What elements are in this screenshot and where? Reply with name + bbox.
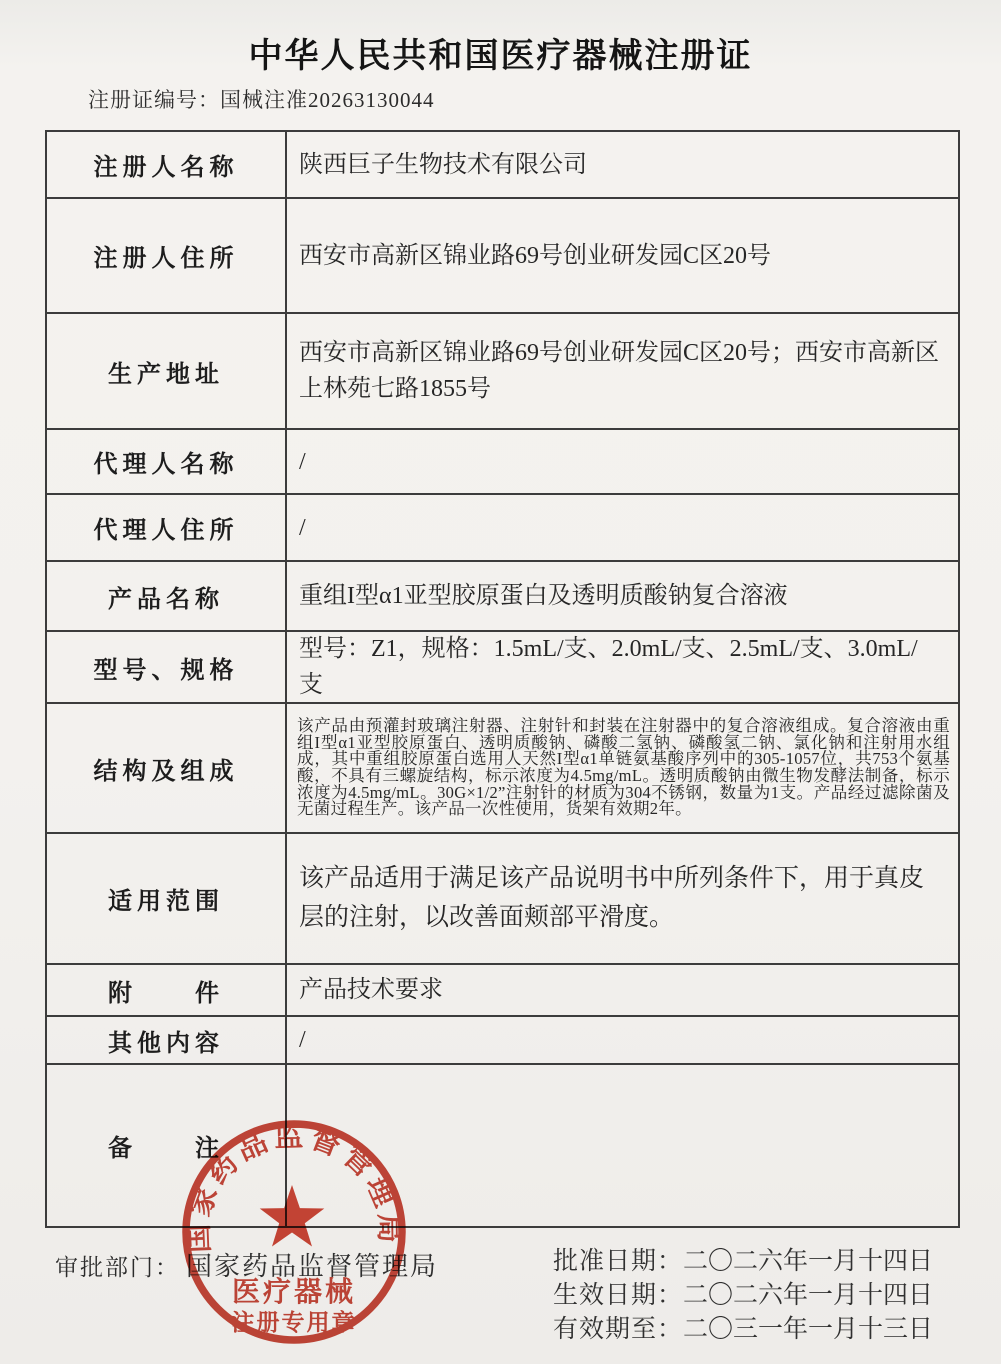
- row-label: 型号、规格: [47, 632, 287, 702]
- row-label: 代理人名称: [47, 430, 287, 493]
- table-row-intended-use: [47, 834, 958, 965]
- row-value: 重组I型α1亚型胶原蛋白及透明质酸钠复合溶液: [299, 583, 788, 609]
- table-row-remarks: [47, 1065, 958, 1226]
- table-row-model-spec: [47, 632, 958, 704]
- table-row-other-content: [47, 1017, 958, 1065]
- approval-date-value: 二〇二六年一月十四日: [683, 1248, 934, 1275]
- approval-department-label: 审批部门：: [55, 1255, 180, 1280]
- row-label: 注册人名称: [47, 132, 287, 197]
- effective-date-label: 生效日期：: [553, 1282, 684, 1309]
- expiry-date: [553, 1313, 933, 1347]
- registration-number-value: 国械注准20263130044: [220, 88, 435, 112]
- seal-line1: 医疗器械: [231, 1276, 357, 1307]
- row-value: /: [299, 514, 306, 541]
- effective-date: [553, 1279, 933, 1313]
- expiry-date-label: 有效期至：: [553, 1316, 684, 1343]
- row-value: 产品技术要求: [299, 977, 443, 1003]
- certificate-table: [45, 130, 960, 1228]
- row-label: 结构及组成: [47, 704, 287, 832]
- approval-department-value: 国家药品监督管理局: [186, 1252, 439, 1281]
- row-value: 西安市高新区锦业路69号创业研发园C区20号；西安市高新区上林苑七路1855号: [299, 340, 940, 402]
- registration-number: [88, 84, 435, 114]
- approval-date: [553, 1245, 933, 1279]
- row-value: /: [299, 448, 306, 475]
- row-value: /: [299, 1027, 306, 1053]
- table-row-agent-address: [47, 495, 958, 562]
- page-title: 中华人民共和国医疗器械注册证: [248, 38, 753, 75]
- table-row-registrant-name: [47, 132, 958, 199]
- row-value: [287, 1065, 958, 1226]
- row-label: 适用范围: [47, 834, 287, 963]
- approval-date-label: 批准日期：: [553, 1248, 684, 1275]
- row-label: 产品名称: [47, 562, 287, 630]
- row-value: 该产品适用于满足该产品说明书中所列条件下，用于真皮层的注射，以改善面颊部平滑度。: [299, 864, 925, 931]
- seal-arc-text: 国家药品监督管理局: [182, 1120, 406, 1254]
- row-label: 注册人住所: [47, 199, 287, 312]
- table-row-registrant-address: [47, 199, 958, 314]
- row-value: 型号：Z1，规格：1.5mL/支、2.0mL/支、2.5mL/支、3.0mL/支: [299, 636, 918, 698]
- expiry-date-value: 二〇三一年一月十三日: [683, 1316, 934, 1343]
- row-label: 代理人住所: [47, 495, 287, 560]
- registration-number-label: 注册证编号：: [88, 88, 220, 112]
- seal-line2: 注册专用章: [231, 1309, 357, 1335]
- row-label: 生产地址: [47, 314, 287, 428]
- row-value: 陕西巨子生物技术有限公司: [299, 151, 587, 178]
- row-value: 西安市高新区锦业路69号创业研发园C区20号: [299, 242, 772, 269]
- table-row-agent-name: [47, 430, 958, 495]
- table-row-product-name: [47, 562, 958, 632]
- approval-department: [55, 1246, 438, 1283]
- row-value: 该产品由预灌封玻璃注射器、注射针和封装在注射器中的复合溶液组成。复合溶液由重组I型α1亚型胶原蛋白、透明质酸钠、磷酸二氢钠、磷酸氢二钠、氯化钠和注射用水组成，其中重组胶原蛋白选用人天然I型α1单链氨基酸序列中的305-1057位，共753个氨基酸，不具有三螺旋结构，标示浓度为4.5mg/mL。透明质酸钠由微生物发酵法制备，标示浓度为4.5mg/mL。30G×1/2”注射针的材质为304不锈钢，数量为1支。产品经过滤除菌及无菌过程生产。该产品一次性使用，货架有效期2年。: [297, 716, 950, 819]
- table-row-structure-composition: [47, 704, 958, 834]
- table-row-attachment: [47, 965, 958, 1017]
- row-label: 其他内容: [47, 1017, 287, 1063]
- effective-date-value: 二〇二六年一月十四日: [683, 1282, 934, 1309]
- row-label: 附 件: [47, 965, 287, 1015]
- dates-block: [553, 1245, 933, 1347]
- table-row-production-address: [47, 314, 958, 430]
- row-label: 备 注: [47, 1065, 287, 1226]
